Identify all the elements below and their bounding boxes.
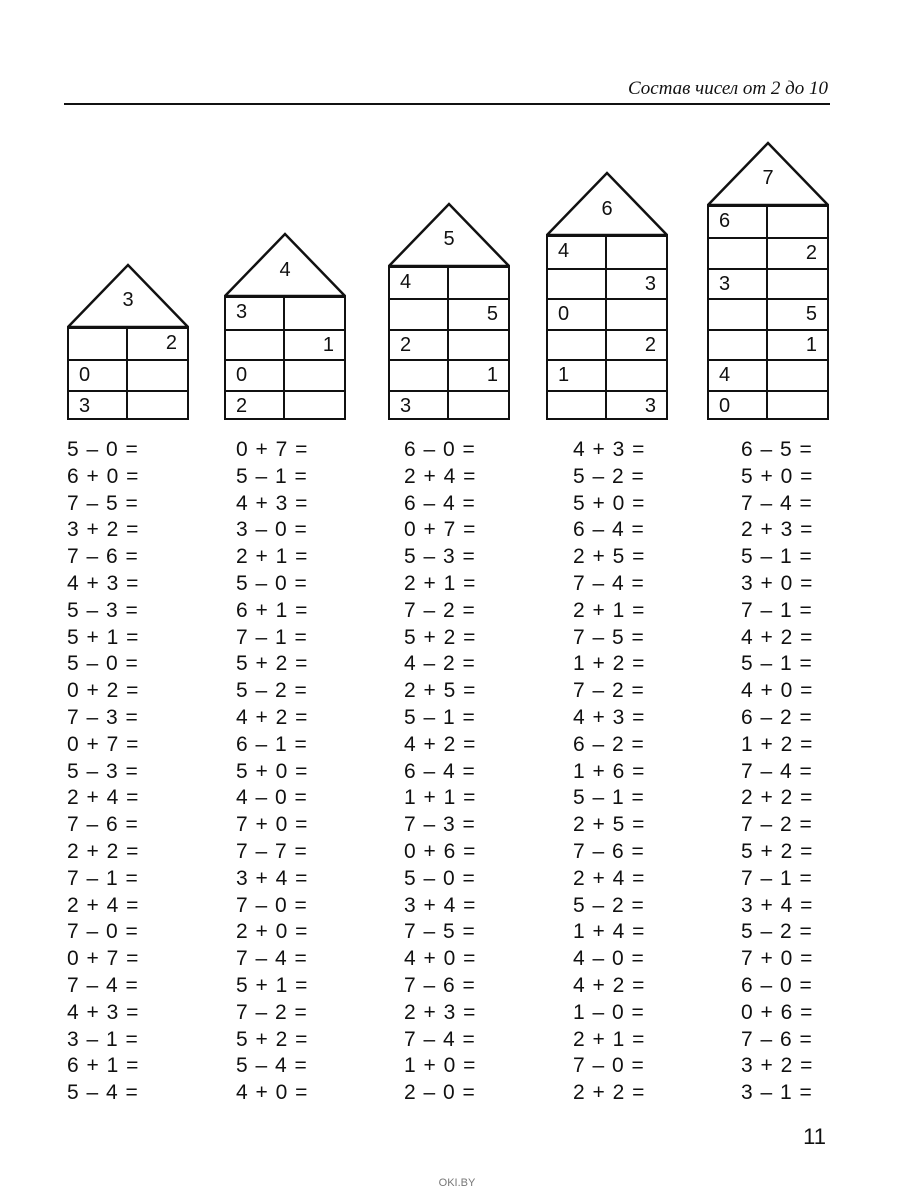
equation: 2 + 3 =: [741, 518, 814, 542]
equation: 6 – 0 =: [741, 973, 813, 997]
equation: 0 + 7 =: [404, 518, 477, 542]
equation-column: [236, 437, 308, 1107]
equation: 6 – 2 =: [573, 732, 645, 756]
house-floor: [709, 390, 827, 421]
house-floor: [390, 390, 508, 421]
equation: 2 + 5 =: [404, 679, 477, 703]
equation: 7 – 0 =: [236, 893, 308, 917]
floor-right-cell: 1: [805, 333, 817, 356]
equation: 5 + 2 =: [236, 1027, 309, 1051]
equation: 7 – 3 =: [404, 813, 476, 837]
floor-left-cell: [709, 239, 768, 268]
house-floor: [226, 329, 344, 360]
floor-left-cell: 3: [390, 392, 449, 421]
floor-left-cell: 0: [226, 361, 285, 390]
equation: 6 + 1 =: [236, 598, 309, 622]
equation: 6 – 0 =: [404, 438, 476, 461]
equation: 0 + 7 =: [67, 732, 140, 756]
house-floor: [226, 390, 344, 421]
equation: 5 – 3 =: [67, 598, 139, 622]
equation: 4 + 0 =: [236, 1081, 309, 1105]
equation: 7 – 6 =: [404, 973, 476, 997]
equation: 4 – 0 =: [236, 786, 308, 810]
house-floors: [546, 235, 668, 420]
house-floor: [709, 359, 827, 390]
equation: 7 – 2 =: [573, 679, 645, 703]
equation: 2 + 1 =: [573, 598, 646, 622]
floor-left-cell: [390, 361, 449, 390]
equation: 7 – 7 =: [236, 839, 308, 863]
equation: 5 – 3 =: [404, 545, 476, 569]
house-floor: [69, 390, 187, 421]
equation: 7 – 4 =: [67, 973, 139, 997]
equation: 2 + 0 =: [236, 920, 309, 944]
equation: 2 – 0 =: [404, 1081, 476, 1105]
equation: 5 + 2 =: [404, 625, 477, 649]
roof-number: 4: [279, 258, 291, 281]
floor-left-cell: 2: [226, 392, 285, 421]
equation: 3 + 4 =: [741, 893, 814, 917]
equation: 4 + 3 =: [67, 1000, 140, 1024]
equation: 7 – 4 =: [573, 571, 645, 595]
house: [707, 141, 829, 419]
equation: 2 + 1 =: [404, 571, 477, 595]
equation: 5 – 4 =: [67, 1081, 139, 1105]
equation: 6 + 0 =: [67, 464, 140, 488]
roof-number: 3: [122, 289, 134, 312]
floor-right-cell: 3: [644, 394, 656, 417]
floor-left-cell: 6: [709, 207, 768, 238]
equation: 2 + 4 =: [404, 464, 477, 488]
equation: 0 + 7 =: [236, 438, 309, 461]
floor-right-cell: [285, 361, 344, 390]
house-floor: [709, 268, 827, 299]
floor-left-cell: 3: [709, 270, 768, 299]
equation: 1 + 1 =: [404, 786, 477, 810]
equation-column: [404, 437, 476, 1107]
floor-right-cell: 2: [805, 242, 817, 264]
equation: 4 + 3 =: [573, 705, 646, 729]
floor-right-cell: [285, 298, 344, 329]
equation: 5 – 3 =: [67, 759, 139, 783]
equation: 7 – 4 =: [741, 491, 813, 515]
equation: 6 – 2 =: [741, 705, 813, 729]
equation: 7 – 4 =: [741, 759, 813, 783]
equation: 7 – 4 =: [404, 1027, 476, 1051]
equation-column: [741, 437, 813, 1107]
equation: 4 + 2 =: [236, 705, 309, 729]
equation: 6 – 5 =: [741, 438, 813, 461]
equation: 2 + 4 =: [67, 786, 140, 810]
equation: 4 + 2 =: [404, 732, 477, 756]
equation: 2 + 5 =: [573, 545, 646, 569]
floor-right-cell: 1: [322, 333, 334, 356]
equation: 5 – 0 =: [67, 652, 139, 676]
equation: 3 + 0 =: [741, 571, 814, 595]
floor-right-cell: [285, 392, 344, 421]
equation: 5 – 2 =: [573, 893, 645, 917]
equation: 7 – 1 =: [236, 625, 308, 649]
equation: 6 – 1 =: [236, 732, 308, 756]
equation: 5 – 1 =: [741, 652, 813, 676]
floor-right-cell: 5: [486, 303, 498, 325]
equation: 2 + 2 =: [741, 786, 814, 810]
equation: 7 – 5 =: [573, 625, 645, 649]
equation: 5 – 2 =: [573, 464, 645, 488]
equation: 7 – 2 =: [236, 1000, 308, 1024]
watermark: OKI.BY: [438, 1177, 476, 1189]
equation: 0 + 6 =: [404, 839, 477, 863]
equation: 2 + 2 =: [573, 1081, 646, 1105]
floor-left-cell: 0: [709, 392, 768, 421]
page-header-title: Состав чисел от 2 до 10: [627, 78, 828, 99]
house-floor: [69, 329, 187, 360]
equation: 4 + 2 =: [573, 973, 646, 997]
equation: 5 – 1 =: [573, 786, 645, 810]
house-floor: [548, 268, 666, 299]
equation: 4 – 0 =: [573, 947, 645, 971]
equation: 7 – 4 =: [236, 947, 308, 971]
roof-number: 6: [601, 197, 613, 220]
equation: 2 + 3 =: [404, 1000, 477, 1024]
house-floor: [390, 268, 508, 299]
header-divider: [64, 103, 830, 105]
floor-right-cell: [768, 270, 827, 299]
floor-right-cell: [449, 392, 508, 421]
floor-left-cell: [226, 331, 285, 360]
equation: 7 – 6 =: [67, 813, 139, 837]
equation: 5 + 1 =: [67, 625, 140, 649]
house-floor: [226, 298, 344, 329]
equation: 6 – 4 =: [404, 491, 476, 515]
floor-left-cell: [548, 331, 607, 360]
floor-left-cell: 0: [69, 361, 128, 390]
house-floor: [548, 329, 666, 360]
floor-left-cell: [709, 331, 768, 360]
floor-left-cell: 1: [548, 361, 607, 390]
floor-right-cell: [768, 392, 827, 421]
floor-right-cell: [607, 237, 666, 268]
equation: 4 + 0 =: [404, 947, 477, 971]
equation: 5 + 0 =: [741, 464, 814, 488]
equation: 5 + 1 =: [236, 973, 309, 997]
page-number: 11: [803, 1124, 826, 1149]
equation: 0 + 2 =: [67, 679, 140, 703]
equation: 7 – 6 =: [573, 839, 645, 863]
floor-right-cell: [128, 361, 187, 390]
floor-left-cell: [709, 300, 768, 329]
floor-left-cell: 3: [69, 392, 128, 421]
equation: 7 – 3 =: [67, 705, 139, 729]
equation: 2 + 1 =: [573, 1027, 646, 1051]
house: [224, 232, 346, 418]
equation: 7 – 1 =: [741, 866, 813, 890]
floor-right-cell: [607, 300, 666, 329]
equation: 4 + 0 =: [741, 679, 814, 703]
equation: 5 – 2 =: [741, 920, 813, 944]
equation: 4 + 2 =: [741, 625, 814, 649]
floor-right-cell: [449, 331, 508, 360]
equation: 3 + 4 =: [236, 866, 309, 890]
floor-left-cell: 0: [548, 300, 607, 329]
equation: 2 + 5 =: [573, 813, 646, 837]
equation: 5 + 0 =: [573, 491, 646, 515]
equation: 5 – 4 =: [236, 1054, 308, 1078]
house-floor: [548, 237, 666, 268]
floor-left-cell: 4: [390, 268, 449, 299]
equation: 2 + 1 =: [236, 545, 309, 569]
house-floor: [226, 359, 344, 390]
equation: 2 + 4 =: [67, 893, 140, 917]
floor-left-cell: 3: [226, 298, 285, 329]
house: [546, 171, 668, 418]
house-floors: [67, 327, 189, 421]
equation: 3 – 0 =: [236, 518, 308, 542]
house-floor: [709, 207, 827, 238]
house: [67, 263, 189, 419]
roof-number: 5: [443, 228, 455, 251]
equation: 5 – 0 =: [236, 571, 308, 595]
equation-column: [67, 437, 139, 1107]
house-floors: [707, 205, 829, 421]
equation: 7 – 6 =: [741, 1027, 813, 1051]
floor-left-cell: [548, 392, 607, 421]
floor-right-cell: [128, 392, 187, 421]
equation: 5 – 1 =: [236, 464, 308, 488]
equation: 5 – 0 =: [67, 438, 139, 461]
house-floor: [390, 359, 508, 390]
equation: 4 + 3 =: [67, 571, 140, 595]
house-floor: [390, 298, 508, 329]
house: [388, 202, 510, 419]
floor-right-cell: 1: [486, 364, 498, 386]
equation: 7 – 1 =: [67, 866, 139, 890]
equation: 4 + 3 =: [573, 438, 646, 461]
house-floor: [69, 359, 187, 390]
house-floor: [548, 390, 666, 421]
equation: 5 – 2 =: [236, 679, 308, 703]
equation: 2 + 4 =: [573, 866, 646, 890]
house-floor: [709, 298, 827, 329]
equation: 7 + 0 =: [741, 947, 814, 971]
equation: 3 + 2 =: [67, 518, 140, 542]
equation: 4 + 3 =: [236, 491, 309, 515]
floor-left-cell: [548, 270, 607, 299]
floor-right-cell: 5: [805, 303, 817, 325]
equation: 2 + 2 =: [67, 839, 140, 863]
equation: 4 – 2 =: [404, 652, 476, 676]
equation: 7 – 5 =: [67, 491, 139, 515]
equation: 3 – 1 =: [67, 1027, 139, 1051]
equation: 7 – 0 =: [573, 1054, 645, 1078]
equation: 3 – 1 =: [741, 1081, 813, 1105]
floor-right-cell: [768, 207, 827, 238]
equation: 5 + 0 =: [236, 759, 309, 783]
equation: 7 – 0 =: [67, 920, 139, 944]
equation: 5 + 2 =: [741, 839, 814, 863]
equation: 0 + 7 =: [67, 947, 140, 971]
equation: 6 – 4 =: [573, 518, 645, 542]
equation: 1 + 4 =: [573, 920, 646, 944]
equation: 6 – 4 =: [404, 759, 476, 783]
equation: 7 + 0 =: [236, 813, 309, 837]
equation: 7 – 5 =: [404, 920, 476, 944]
equation: 3 + 4 =: [404, 893, 477, 917]
equation: 7 – 6 =: [67, 545, 139, 569]
equation: 1 + 6 =: [573, 759, 646, 783]
house-floors: [388, 266, 510, 421]
floor-left-cell: 2: [390, 331, 449, 360]
floor-right-cell: 2: [165, 331, 177, 354]
floor-left-cell: 4: [548, 237, 607, 268]
floor-right-cell: 3: [644, 272, 656, 295]
equation: 7 – 2 =: [404, 598, 476, 622]
floor-right-cell: [607, 361, 666, 390]
equation-column: [573, 437, 645, 1107]
equation: 1 + 2 =: [573, 652, 646, 676]
house-floor: [709, 329, 827, 360]
equation: 3 + 2 =: [741, 1054, 814, 1078]
equation: 5 – 1 =: [404, 705, 476, 729]
house-floor: [548, 359, 666, 390]
floor-left-cell: [69, 329, 128, 360]
floor-left-cell: 4: [709, 361, 768, 390]
equation: 1 + 0 =: [404, 1054, 477, 1078]
house-floor: [390, 329, 508, 360]
floor-right-cell: [449, 268, 508, 299]
equation: 5 + 2 =: [236, 652, 309, 676]
equation: 7 – 1 =: [741, 598, 813, 622]
equation: 5 – 1 =: [741, 545, 813, 569]
equation: 1 – 0 =: [573, 1000, 645, 1024]
equation: 1 + 2 =: [741, 732, 814, 756]
equation: 7 – 2 =: [741, 813, 813, 837]
equation: 0 + 6 =: [741, 1000, 814, 1024]
floor-right-cell: [768, 361, 827, 390]
equation: 5 – 0 =: [404, 866, 476, 890]
house-floor: [548, 298, 666, 329]
roof-number: 7: [762, 167, 774, 190]
house-floors: [224, 296, 346, 420]
house-floor: [709, 237, 827, 268]
floor-left-cell: [390, 300, 449, 329]
floor-right-cell: 2: [644, 333, 656, 356]
equation: 6 + 1 =: [67, 1054, 140, 1078]
